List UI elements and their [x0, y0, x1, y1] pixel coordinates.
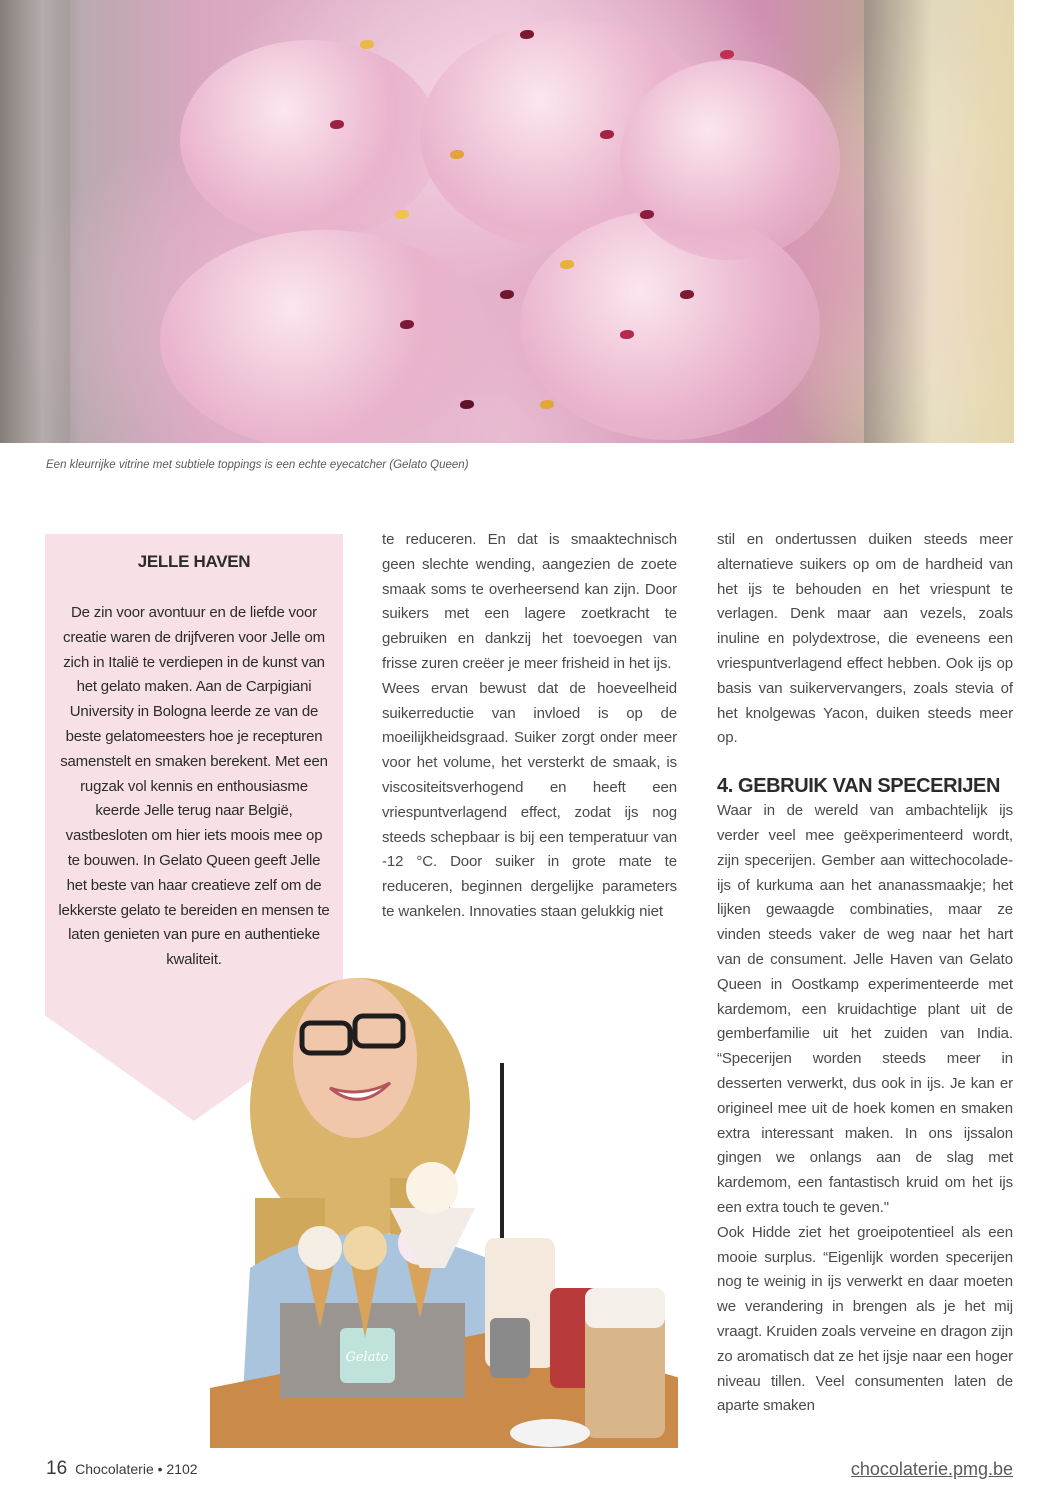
- hero-petal: [395, 210, 409, 219]
- hero-gelato-swirl: [620, 60, 840, 260]
- hero-petal: [720, 50, 734, 59]
- photo-caption: Een kleurrijke vitrine met subtiele toppings is een echte eyecatcher (Gelato Queen): [46, 459, 469, 471]
- face: [293, 978, 417, 1138]
- hero-petal: [360, 40, 374, 49]
- paragraph: stil en ondertussen duiken steeds meer alternatieve suikers op om de hardheid van het ijs te behouden en het vriespunt te verlagen. Denk maar aan vezels, zoals inuline en polydextrose, die eveneens een vriespuntverlagend effect hebben. Ook ijs op basis van suikervervangers, zoals stevia of het knolgewas Yacon, duiken steeds meer op.: [717, 531, 1013, 747]
- hero-petal: [520, 30, 534, 39]
- paragraph: te reduceren. En dat is smaaktechnisch geen slechte wending, aangezien de zoete smaak soms te overheersend kan zijn. Door suikers met een lagere zoetkracht te gebruiken en dankzij het toevoegen van frisse zuren creëer je meer frisheid in het ijs.: [382, 531, 677, 672]
- espresso-cup: [510, 1419, 590, 1447]
- right-column: [717, 528, 1013, 1419]
- ice-cream-scoop: [298, 1226, 342, 1270]
- sidebar-text: De zin voor avontuur en de liefde voor creatie waren de drijfveren voor Jelle om zich in Italië te verdiepen in de kunst van het gelato maken. Aan de Carpigiani University in Bologna leerde ze van de beste gelatomeesters hoe je recepturen samenstelt en smaken berekent. Met een rugzak vol kennis en enthousiasme keerde Jelle terug naar België, vastbesloten om hier iets moois mee op te bouwen. In Gelato Queen geeft Jelle het beste van haar creatieve zelf om de lekkerste gelato te bereiden en mensen te laten genieten van pure en authentieke kwaliteit.: [58, 604, 330, 969]
- section-heading: 4. GEBRUIK VAN SPECERIJEN: [717, 775, 1001, 798]
- hero-tray-right: [864, 0, 1014, 443]
- hero-petal: [680, 290, 694, 299]
- website-link[interactable]: chocolaterie.pmg.be: [850, 1459, 1013, 1479]
- hero-petal: [450, 150, 464, 159]
- hero-petal: [620, 330, 634, 339]
- ice-cream-scoop: [343, 1226, 387, 1270]
- hero-petal: [540, 400, 554, 409]
- hero-petal: [640, 210, 654, 219]
- footer-left: [46, 1458, 198, 1480]
- paragraph: Ook Hidde ziet het groeipotentieel als een mooie surplus. “Eigenlijk worden specerijen nog te weinig in ijs verwerkt en daar moeten we verandering in brengen als je het mij vraagt. Kruiden zoals verveine en dragon zijn zo aromatisch dat ze het ijsje naar een hoger niveau tillen. Veel consumenten laten de aparte smaken: [717, 1223, 1013, 1415]
- publication-name: Chocolaterie • 2102: [75, 1461, 198, 1477]
- sidebar-title: JELLE HAVEN: [137, 552, 251, 571]
- hero-gelato-swirl: [160, 230, 490, 443]
- sugar-dispenser: [490, 1318, 530, 1378]
- hero-petal: [460, 400, 474, 409]
- hero-petal: [560, 260, 574, 269]
- hero-petal: [600, 130, 614, 139]
- portrait-photo: [210, 948, 678, 1448]
- hero-petal: [400, 320, 414, 329]
- gelato-logo-text: Gelato: [345, 1350, 389, 1365]
- page-number: 16: [46, 1458, 68, 1479]
- hero-tray-left: [0, 0, 70, 443]
- paragraph: Waar in de wereld van ambachtelijk ijs verder veel mee geëxperimenteerd wordt, zijn specerijen. Gember aan wittechocolade-ijs of kurkuma aan het ananassmaakje; het lijken gewaagde combinaties, maar ze vinden steeds vaker de weg naar het hart van de consument. Jelle Haven van Gelato Queen in Oostkamp experimenteerde met kardemom, een kruidachtige plant uit de gemberfamilie uit het zuiden van India. “Specerijen worden steeds meer in desserten verwerkt, dus ook in ijs. Je kan er origineel mee uit de hoek komen en smaken extra interessant maken. In ons ijssalon gingen we onlangs aan de slag met kardemom, een fantastisch kruid om het ijs een extra touch te geven.": [717, 802, 1013, 1216]
- latte-foam: [585, 1288, 665, 1328]
- hero-petal: [500, 290, 514, 299]
- paragraph: Wees ervan bewust dat de hoeveelheid suikerreductie van invloed is op de moeilijkheidsgraad. Suiker zorgt onder meer voor het volume, het versterkt de smaak, is viscositeitsverhogend en heeft een vriespuntverlagend effect, zodat ijs nog steeds schepbaar is bij een temperatuur van -12 °C. Door suiker in grote mate te reduceren, beginnen dergelijke parameters te wankelen. Innovaties staan gelukkig niet: [382, 679, 677, 920]
- hero-petal: [330, 120, 344, 129]
- sundae-cream: [406, 1162, 458, 1214]
- hero-photo: [0, 0, 1014, 443]
- middle-column: [382, 528, 677, 925]
